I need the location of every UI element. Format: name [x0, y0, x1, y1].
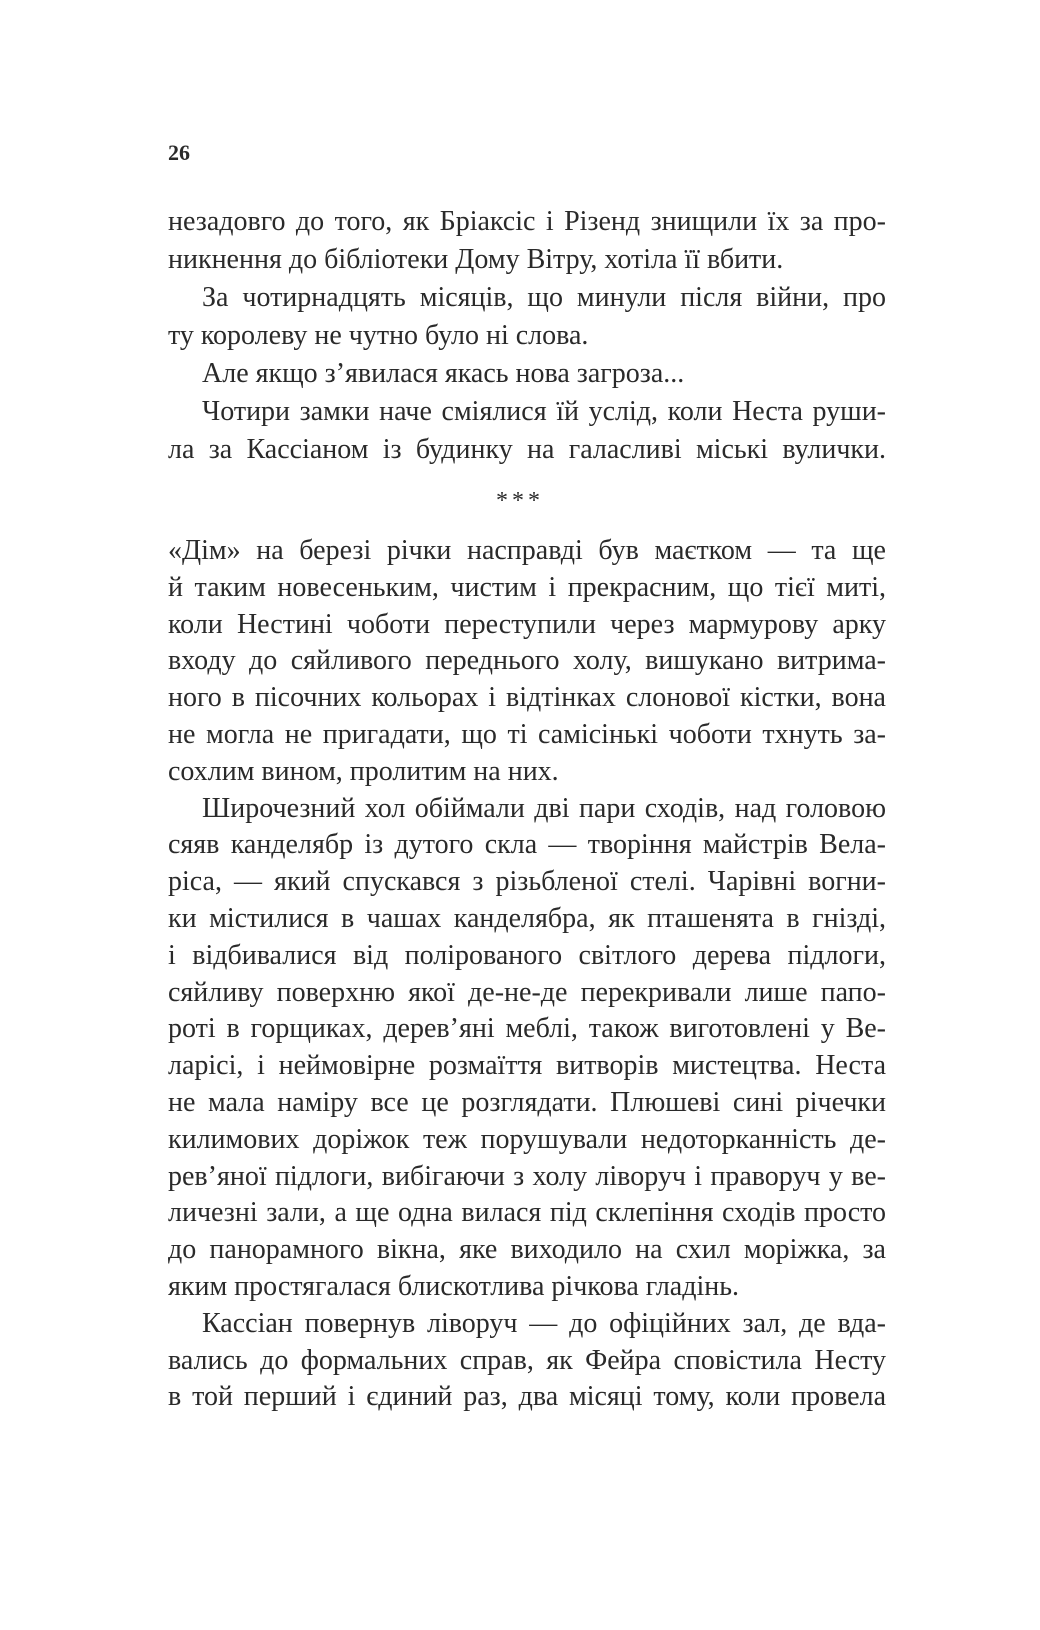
text-line: вались до формальних справ, як Фейра сповістила Несту — [168, 1344, 886, 1376]
text-line: і відбивалися від полірованого світлого дерева підлоги, — [168, 939, 886, 971]
text-line: «Дім» на березі річки насправді був маєтком — та ще — [168, 535, 886, 566]
text-line: килимових доріжок теж порушували недоторканність де- — [168, 1123, 886, 1155]
page-number: 26 — [168, 140, 190, 165]
text-line: й таким новесеньким, чистим і прекрасним, що тієї миті, — [168, 571, 886, 603]
text-line: ки містилися в чашах канделябра, як пташенята в гнізді, — [168, 902, 886, 934]
text-line: входу до сяйливого переднього холу, вишукано витрима- — [168, 645, 886, 677]
text-line: ларісі, і неймовірне розмаїття витворів мистецтва. Неста — [168, 1050, 886, 1082]
text-line: Широчезний хол обіймали дві пари сходів, над головою — [202, 792, 886, 824]
text-line: ла за Кассіаном із будинку на галасливі міські вулички. — [168, 434, 886, 465]
text-line: ного в пісочних кольорах і відтінках слонової кістки, вона — [168, 682, 886, 714]
text-line: не могла не пригадати, що ті самісінькі чоботи тхнуть за- — [168, 718, 886, 750]
text-line: ту королеву не чутно було ні слова. — [168, 320, 589, 351]
text-line: не мала наміру все це розглядати. Плюшеві сині річечки — [168, 1086, 886, 1118]
text-line: сохлим вином, пролитим на них. — [168, 755, 559, 787]
text-block-before-break — [168, 203, 886, 469]
text-line: сяйливу поверхню якої де-не-де перекривали лише папо- — [168, 976, 886, 1008]
text-line: яким простягалася блискотлива річкова гладінь. — [168, 1270, 739, 1302]
text-line: незадовго до того, як Бріаксіс і Різенд знищили їх за про- — [168, 206, 886, 237]
text-line: сяяв канделябр із дутого скла — творіння майстрів Вела- — [168, 829, 886, 861]
text-line: За чотирнадцять місяців, що минули після війни, про — [202, 282, 886, 313]
text-line: до панорамного вікна, яке виходило на схил моріжка, за — [168, 1234, 886, 1266]
text-line: роті в горщиках, дерев’яні меблі, також виготовлені у Ве- — [168, 1013, 886, 1045]
text-line: личезні зали, а ще одна вилася під склепіння сходів просто — [168, 1197, 886, 1229]
text-line: Але якщо з’явилася якась нова загроза... — [202, 358, 685, 389]
section-separator: *** — [496, 488, 544, 514]
text-line: ріса, — який спускався з різьбленої стелі. Чарівні вогни- — [168, 866, 886, 898]
text-block-after-break — [168, 533, 886, 1416]
text-line: никнення до бібліотеки Дому Вітру, хотіла її вбити. — [168, 244, 784, 275]
text-line: коли Нестині чоботи переступили через мармурову арку — [168, 608, 886, 640]
text-line: в той перший і єдиний раз, два місяці тому, коли провела — [168, 1381, 886, 1413]
text-line: Кассіан повернув ліворуч — до офіційних зал, де вда- — [202, 1307, 886, 1339]
text-line: Чотири замки наче сміялися їй услід, коли Неста руши- — [202, 396, 886, 427]
text-line: рев’яної підлоги, вибігаючи з холу ліворуч і праворуч у ве- — [168, 1160, 886, 1192]
